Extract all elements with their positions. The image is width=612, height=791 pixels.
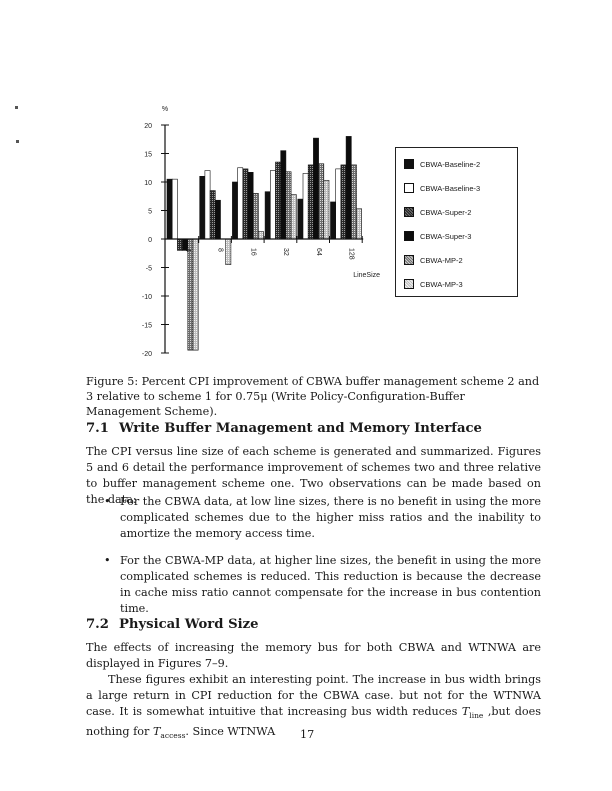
y-tick-label: -20: [141, 351, 152, 358]
bar: [313, 138, 318, 239]
bar: [210, 191, 215, 239]
bar: [303, 173, 308, 239]
bar: [276, 162, 281, 239]
figure-caption: Figure 5: Percent CPI improvement of CBWA buffer management scheme 2 and 3 relative to scheme 1 for 0.75μ (Write Policy-Configuration-Buffer Management Scheme).: [86, 375, 540, 418]
bar: [324, 180, 329, 239]
section-7-2-para-1: The effects of increasing the memory bus for both CBWA and WTNWA are displayed in Figures 7–9.: [86, 641, 541, 670]
x-tick-label: 128: [347, 248, 355, 260]
bar: [177, 239, 182, 250]
y-tick-label: -10: [141, 294, 152, 301]
bar: [258, 232, 263, 239]
page-number: 17: [300, 728, 315, 741]
swatch-icon: [404, 207, 414, 217]
legend-item-super-3: CBWA-Super-3: [404, 229, 471, 243]
bar: [308, 165, 313, 239]
bar-chart: [0, 0, 612, 370]
y-tick-label: 20: [144, 123, 152, 130]
list-item: • For the CBWA data, at low line sizes, there is no benefit in using the more complicated schemes due to the higher miss ratios and the inability to amortize the memory access time.: [104, 494, 541, 542]
swatch-icon: [404, 183, 414, 193]
y-tick-label: 0: [148, 237, 152, 244]
legend-item-mp-2: CBWA-MP-2: [404, 253, 463, 267]
y-axis: [142, 106, 169, 358]
y-tick-label: 15: [144, 151, 152, 159]
bar: [193, 239, 198, 350]
y-tick-label: 5: [148, 208, 152, 216]
bar: [336, 169, 341, 239]
bar: [331, 202, 336, 239]
legend-item-mp-3: CBWA-MP-3: [404, 277, 463, 291]
x-tick-label: 8: [216, 248, 224, 252]
legend-item-baseline-2: CBWA-Baseline-2: [404, 157, 480, 171]
bar: [205, 171, 210, 239]
x-tick-label: 64: [314, 248, 322, 256]
x-tick-label: 4: [184, 248, 191, 252]
bar: [232, 182, 237, 239]
figure-5-chart: [0, 0, 612, 370]
scan-mark: [15, 106, 18, 109]
legend-item-baseline-3: CBWA-Baseline-3: [404, 181, 480, 195]
bar: [351, 165, 356, 239]
y-tick-label: -5: [145, 265, 152, 273]
bar: [265, 192, 270, 239]
bars: [167, 136, 362, 350]
bar: [200, 176, 205, 239]
bar: [243, 169, 248, 239]
legend-item-super-2: CBWA-Super-2: [404, 205, 471, 219]
bar: [270, 171, 275, 239]
y-tick-label: 10: [144, 180, 152, 187]
list-item: • For the CBWA-MP data, at higher line sizes, the benefit in using the more complicated schemes is reduced. This reduction is because the decrease in cache miss ratio cannot compensate for the increase in bus contention time.: [104, 553, 541, 617]
swatch-icon: [404, 159, 414, 169]
bar: [298, 199, 303, 239]
bar: [319, 164, 324, 239]
bar: [346, 136, 351, 239]
y-unit-label: %: [161, 106, 169, 113]
x-tick-label: 16: [249, 248, 257, 256]
swatch-icon: [404, 279, 414, 289]
bar: [167, 179, 172, 239]
bar: [215, 200, 220, 239]
x-axis-label: LineSize: [353, 272, 381, 279]
section-7-1-intro: The CPI versus line size of each scheme is generated and summarized. Figures 5 and 6 detail the performance improvement of schemes two and three relative to buffer management scheme one. Two observations can be made based on the data:: [86, 445, 541, 506]
bar: [248, 172, 253, 239]
bar: [253, 193, 258, 239]
bar: [172, 179, 177, 239]
chart-legend: [395, 147, 518, 297]
y-tick-label: -15: [141, 322, 152, 330]
x-tick-label: 32: [282, 248, 290, 256]
bar: [226, 239, 231, 265]
bar: [281, 151, 286, 239]
section-heading-7-1: 7.1 Write Buffer Management and Memory Interface: [86, 421, 482, 436]
scan-mark: [16, 140, 19, 143]
bar: [238, 168, 243, 239]
bar: [286, 172, 291, 239]
section-heading-7-2: 7.2 Physical Word Size: [86, 617, 259, 632]
section-7-2-para-2: These figures exhibit an interesting point. The increase in bus width brings a large return in CPI reduction for the CBWA case. but not for the WTNWA case. It is somewhat intuitive that increasing bus width reduces $T_{line}$ ,but does nothing for $T_{access}$. Since WTNWA: [86, 673, 541, 741]
bar: [291, 195, 296, 239]
swatch-icon: [404, 255, 414, 265]
bar: [341, 165, 346, 239]
swatch-icon: [404, 231, 414, 241]
bar: [188, 239, 193, 350]
observations-list: [104, 494, 541, 628]
bar: [357, 209, 362, 239]
